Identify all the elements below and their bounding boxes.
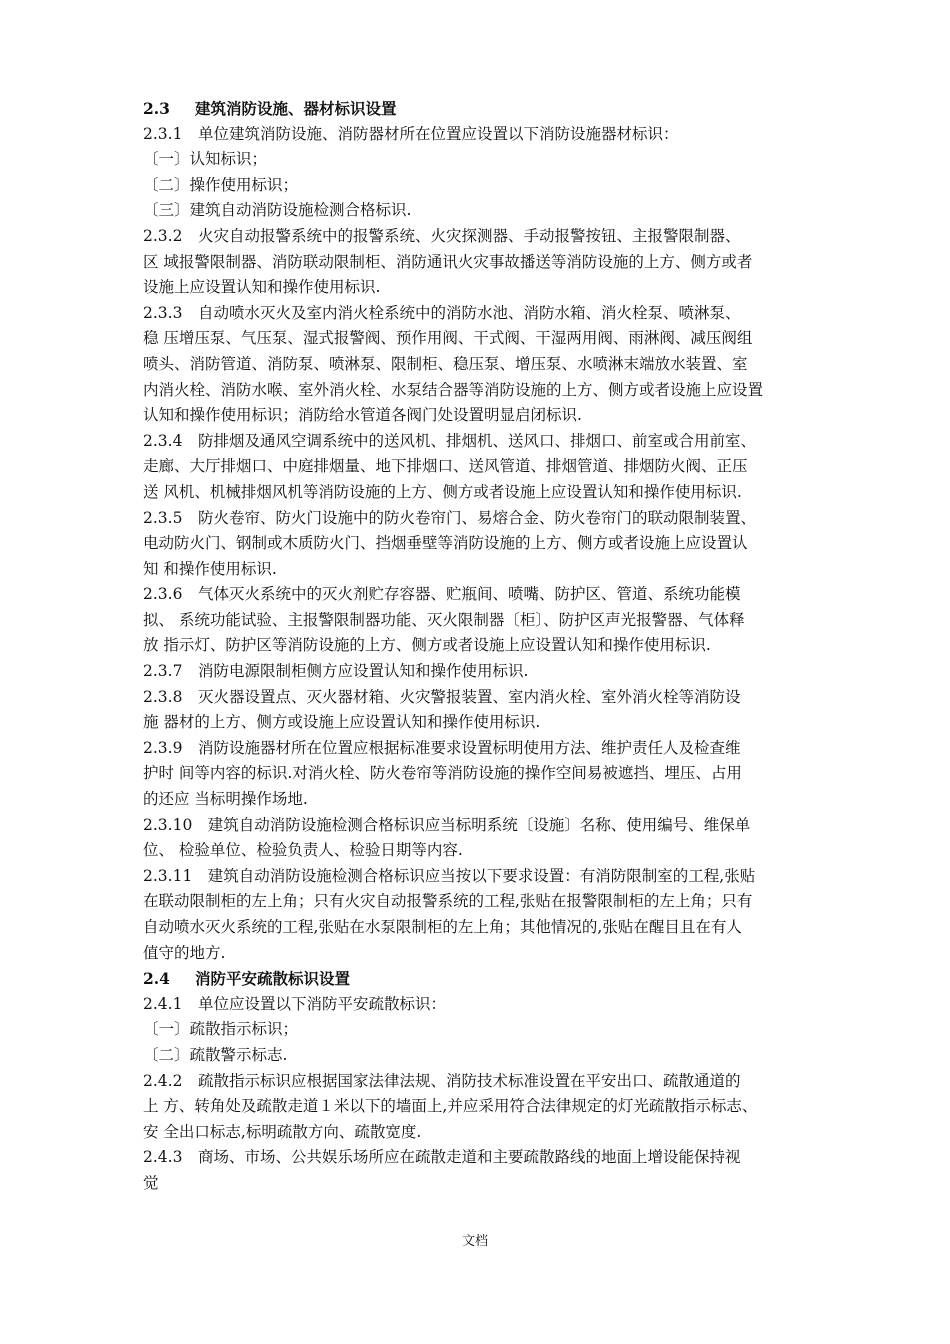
text-line: 2.4.3 商场、市场、公共娱乐场所应在疏散走道和主要疏散路线的地面上增设能保持视 <box>143 1148 741 1167</box>
section-number: 2.3 <box>143 99 170 118</box>
text-line: 〔二〕操作使用标识； <box>143 175 299 194</box>
text-line: 自动喷水灭火系统的工程,张贴在水泵限制柜的左上角；其他情况的,张贴在醒目且在有人 <box>143 918 742 936</box>
section-heading-2-3 <box>143 96 833 122</box>
text-line: 内消火栓、消防水喉、室外消火栓、水泵结合器等消防设施的上方、侧方或者设施上应设置 <box>143 380 764 399</box>
text-line: 〔三〕建筑自动消防设施检测合格标识. <box>143 201 412 220</box>
section-2-4-content <box>143 992 833 1197</box>
text-line: 2.3.9 消防设施器材所在位置应根据标准要求设置标明使用方法、维护责任人及检查维 <box>143 738 741 757</box>
text-line: 上 方、转角处及疏散走道１米以下的墙面上,并应采用符合法律规定的灯光疏散指示标志、 <box>143 1097 758 1116</box>
text-line: 送 风机、机械排烟风机等消防设施的上方、侧方或者设施上应设置认知和操作使用标识. <box>143 482 742 501</box>
text-line: 2.3.1 单位建筑消防设施、消防器材所在位置应设置以下消防设施器材标识： <box>143 124 679 143</box>
text-line: 2.3.3 自动喷水灭火及室内消火栓系统中的消防水池、消防水箱、消火栓泵、喷淋泵、 <box>143 303 741 322</box>
text-line: 2.3.2 火灾自动报警系统中的报警系统、火灾探测器、手动报警按钮、主报警限制器、 <box>143 226 741 245</box>
text-line: 位、 检验单位、检验负责人、检验日期等内容. <box>143 841 463 860</box>
text-line: 设施上应设置认知和操作使用标识. <box>143 278 381 297</box>
text-line: 喷头、消防管道、消防泵、喷淋泵、限制柜、稳压泵、增压泵、水喷淋末端放水装置、室 <box>143 354 748 373</box>
text-line: 2.3.10 建筑自动消防设施检测合格标识应当标明系统〔设施〕名称、使用编号、维保单 <box>143 815 751 834</box>
text-line: 2.3.6 气体灭火系统中的灭火剂贮存容器、贮瓶间、喷嘴、防护区、管道、系统功能模 <box>143 585 741 604</box>
text-line: 2.3.4 防排烟及通风空调系统中的送风机、排烟机、送风口、排烟口、前室或合用前室、 <box>143 431 756 450</box>
text-line: 安 全出口标志,标明疏散方向、疏散宽度. <box>143 1122 422 1141</box>
text-line: 觉 <box>143 1173 159 1192</box>
page-footer: 文档 <box>461 1234 488 1249</box>
text-line: 2.4.2 疏散指示标识应根据国家法律法规、消防技术标准设置在平安出口、疏散通道的 <box>143 1071 741 1090</box>
text-line: 2.4.1 单位应设置以下消防平安疏散标识： <box>143 994 446 1013</box>
text-line: 施 器材的上方、侧方或设施上应设置认知和操作使用标识. <box>143 713 541 732</box>
text-line: 稳 压增压泵、气压泵、湿式报警阀、预作用阀、干式阀、干湿两用阀、雨淋阀、减压阀组 <box>143 329 753 348</box>
section-title: 消防平安疏散标识设置 <box>195 969 351 989</box>
section-heading-2-4 <box>143 966 833 992</box>
text-line: 〔二〕疏散警示标志. <box>143 1045 288 1064</box>
text-line: 〔一〕疏散指示标识； <box>143 1020 299 1039</box>
text-line: 2.3.5 防火卷帘、防火门设施中的防火卷帘门、易熔合金、防火卷帘门的联动限制装置、 <box>143 508 756 527</box>
section-number: 2.4 <box>143 969 170 989</box>
text-line: 拟、 系统功能试验、主报警限制器功能、灭火限制器〔柜〕、防护区声光报警器、气体释 <box>143 610 745 629</box>
text-line: 在联动限制柜的左上角；只有火灾自动报警系统的工程,张贴在报警限制柜的左上角；只有 <box>143 892 753 911</box>
text-line: 走廊、大厅排烟口、中庭排烟量、地下排烟口、送风管道、排烟管道、排烟防火阀、正压 <box>143 457 748 476</box>
text-line: 的还应 当标明操作场地. <box>143 790 308 809</box>
text-line: 认知和操作使用标识；消防给水管道各阀门处设置明显启闭标识. <box>143 406 582 425</box>
text-line: 知 和操作使用标识. <box>143 559 277 578</box>
text-line: 2.3.7 消防电源限制柜侧方应设置认知和操作使用标识. <box>143 662 529 681</box>
text-line: 电动防火门、钢制或木质防火门、挡烟垂壁等消防设施的上方、侧方或者设施上应设置认 <box>143 534 748 553</box>
section-title: 建筑消防设施、器材标识设置 <box>195 99 397 118</box>
text-line: 2.3.11 建筑自动消防设施检测合格标识应当按以下要求设置：有消防限制室的工程,张贴 <box>143 866 756 885</box>
text-line: 2.3.8 灭火器设置点、灭火器材箱、火灾警报装置、室内消火栓、室外消火栓等消防设 <box>143 687 741 706</box>
text-line: 护时 间等内容的标识.对消火栓、防火卷帘等消防设施的操作空间易被遮挡、埋压、占用 <box>143 764 742 783</box>
text-line: 区 域报警限制器、消防联动限制柜、消防通讯火灾事故播送等消防设施的上方、侧方或者 <box>143 252 753 271</box>
section-2-3-content <box>143 122 833 967</box>
text-line: 〔一〕认知标识； <box>143 150 268 169</box>
document-body <box>143 96 833 1197</box>
text-line: 值守的地方. <box>143 943 226 962</box>
text-line: 放 指示灯、防护区等消防设施的上方、侧方或者设施上应设置认知和操作使用标识. <box>143 636 711 655</box>
